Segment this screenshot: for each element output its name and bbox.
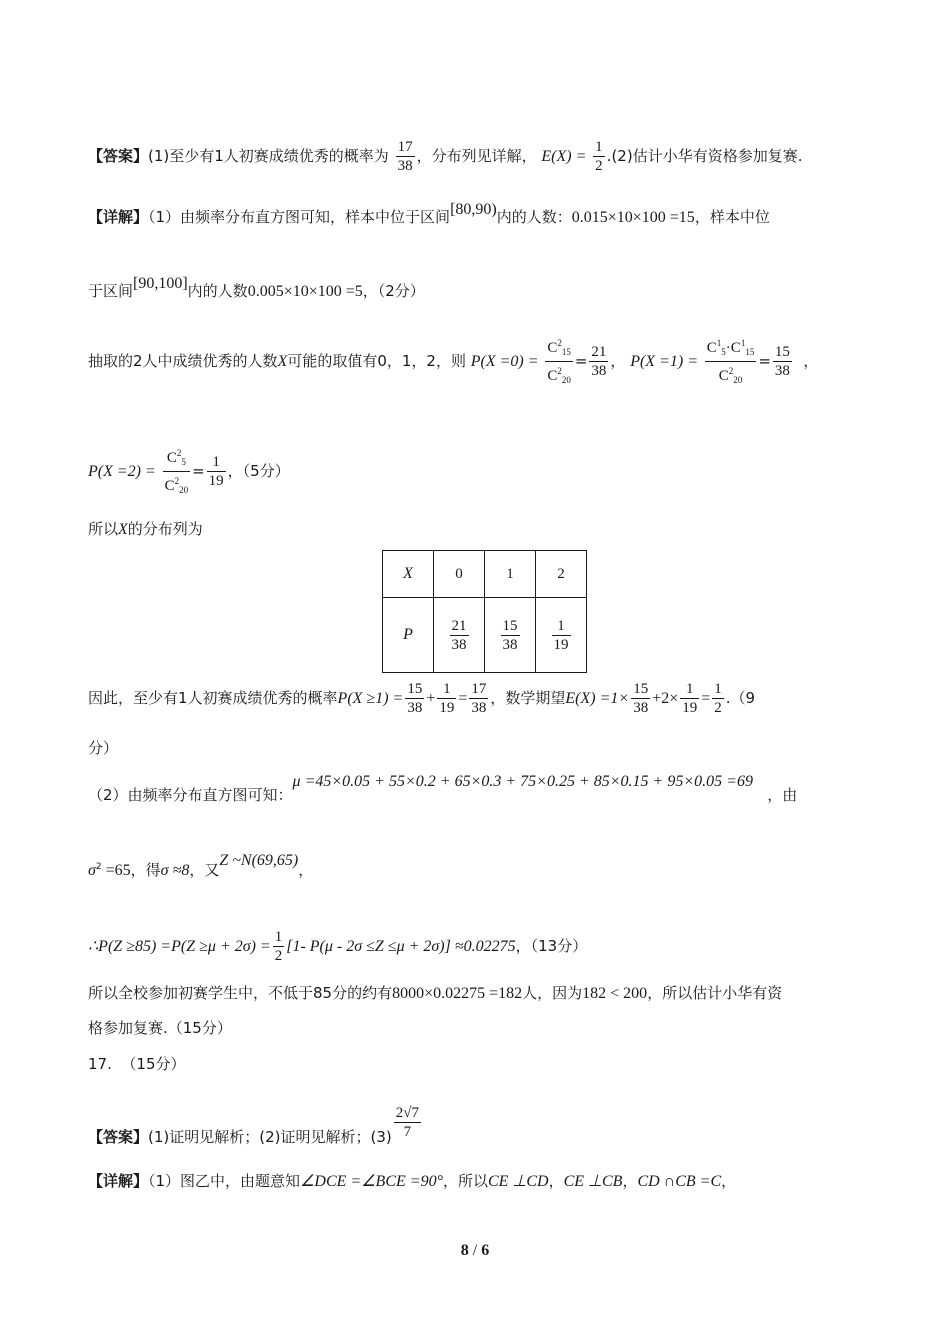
fraction: $\frac{21}{38}$ [591,344,607,379]
fraction: $\frac{1}{19}$ [439,681,455,716]
answer-tag: 【答案】 [88,147,149,165]
fraction: $\frac{21}{38}$ [451,617,467,653]
fraction: $\frac{1}{2}$ [714,681,722,716]
fraction: $\frac{1}{2}$ [595,139,603,174]
fraction: $\frac{C^2_5}{C^2_{20}}$ [163,444,191,499]
mean-line: （2）由频率分布直方图可知：μ =45×0.05 + 55×0.2 + 65×0.3 + 75×0.25 + 85×0.15 + 95×0.05 =69 ，由 [88,773,798,804]
detail-line-2: 于区间[90,100]内的人数0.005×10×100 =5，（2分） [88,275,425,300]
fraction: $\frac{15}{38}$ [774,344,790,379]
fraction: $\frac{17}{38}$ [397,139,413,174]
fraction: $\frac{1}{19}$ [553,617,569,653]
fraction: $\frac{1}{2}$ [274,929,283,964]
detail-line-17: 【详解】（1）图乙中，由题意知∠DCE =∠BCE =90°，所以CE ⊥CD，CE ⊥CB，CD ∩CB =C， [88,1172,737,1190]
expectation-line: 因此，至少有1人初赛成绩优秀的概率P(X ≥1) = $\frac{15}{38}$ + $\frac{1}{19}$ = $\frac{17}{38}$ ，数学期望E(X) =1× $\frac{15}{38}$ +2× $\frac{1}{19}$ = $\frac{1}{2}$ .（9 [88,681,756,716]
table-row: P $\frac{21}{38}$ $\frac{15}{38}$ $\frac{1}{19}$ [383,598,587,673]
probability-line: 抽取的2人中成绩优秀的人数X可能的取值有0，1，2，则 P(X =0) = $\frac{C^2_{15}}{C^2_{20}}$ = $\frac{21}{38}$ ， P(X =1) = $\frac{C^1_5\cdot C^1_{15}}{C^2_{20}}$ = $\frac{15}{38}$ ， [88,334,818,389]
answer-line: 【答案】(1)至少有1人初赛成绩优秀的概率为 $\frac{17}{38}$ ，分布列见详解， E(X) = $\frac{1}{2}$ .(2)估计小华有资格参加复赛. [88,139,803,174]
answer-line-17: 【答案】(1)证明见解析；(2)证明见解析；(3) $\frac{2√7}{7}$ [88,1105,419,1146]
question-17-header: 17. （15分） [88,1055,186,1073]
conclusion-line: 所以全校参加初赛学生中，不低于85分的约有8000×0.02275 =182人，因为182 < 200，所以估计小华有资 [88,984,783,1002]
variance-line: $\sigma^2 =65$，得σ ≈8，又Z ~N(69,65)， [88,852,314,879]
fraction: $\frac{1}{19}$ [682,681,698,716]
fraction: $\frac{C^1_5\cdot C^1_{15}}{C^2_{20}}$ [705,334,757,389]
fraction: $\frac{2√7}{7}$ [395,1105,419,1140]
fraction: $\frac{17}{38}$ [471,681,487,716]
probability-line-2: P(X =2) = $\frac{C^2_5}{C^2_{20}}$ = $\frac{1}{19}$ ，（5分） [88,444,290,499]
detail-tag: 【详解】 [88,208,149,226]
page-number: 8 / 6 [460,1242,490,1259]
probability-z-line: ∴P(Z ≥85) =P(Z ≥μ + 2σ) = $\frac{1}{2}$ [1- P(μ - 2σ ≤Z ≤μ + 2σ)] ≈0.02275，（13分） [88,929,588,964]
fraction: $\frac{15}{38}$ [633,681,649,716]
detail-line-1: 【详解】（1）由频率分布直方图可知，样本中位于区间[80,90)内的人数：0.015×10×100 =15，样本中位 [88,201,770,226]
table-row: X 0 1 2 [383,551,587,598]
distribution-table [382,550,587,673]
fraction: $\frac{15}{38}$ [407,681,423,716]
distribution-intro: 所以X的分布列为 [88,520,203,538]
fraction: $\frac{C^2_{15}}{C^2_{20}}$ [545,334,573,389]
fraction: $\frac{15}{38}$ [502,617,518,653]
fraction: $\frac{1}{19}$ [208,454,224,489]
